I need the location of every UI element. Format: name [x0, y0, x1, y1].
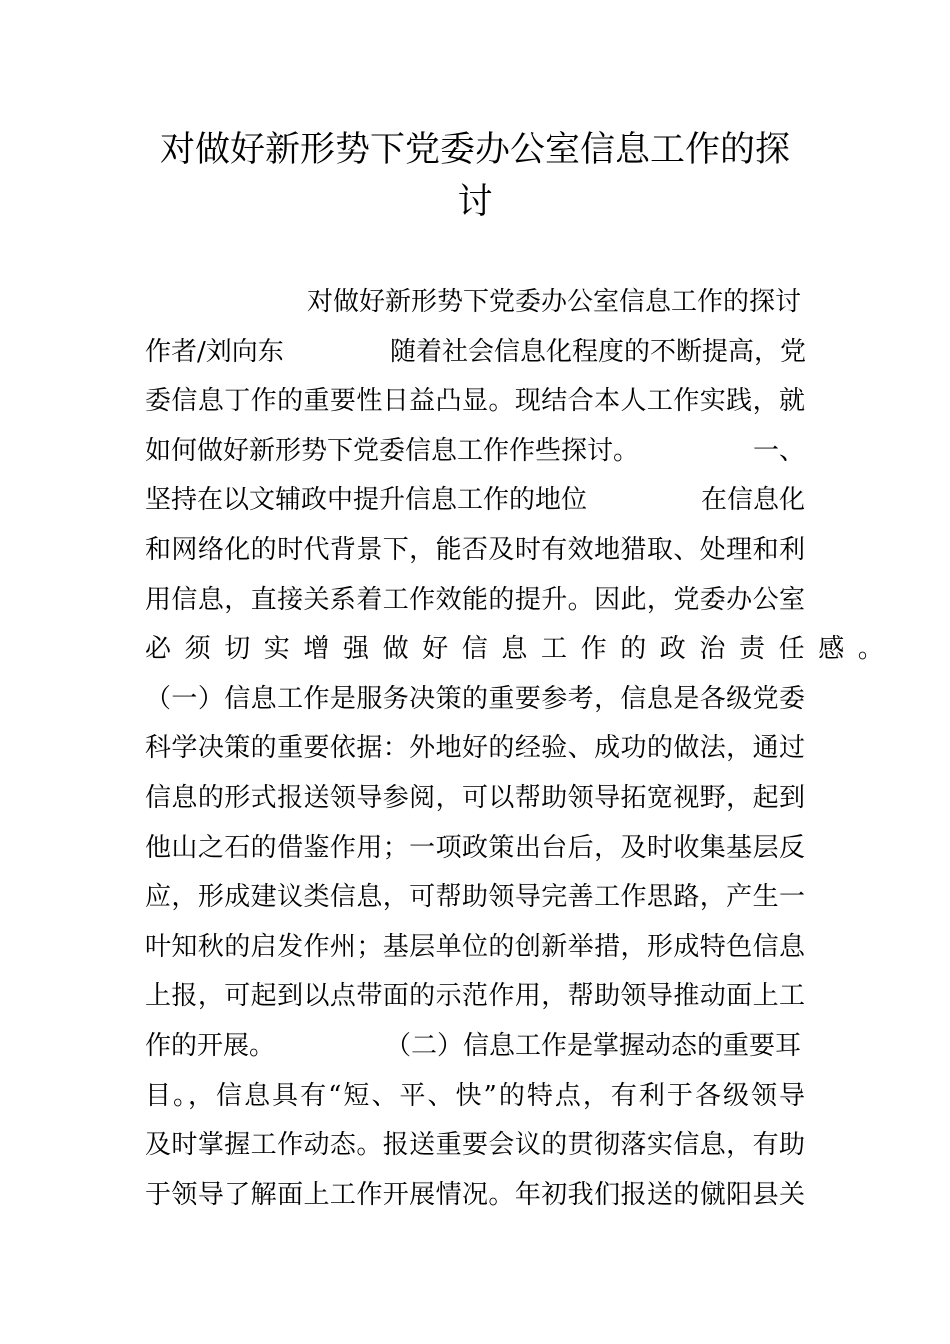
body-line — [145, 1171, 805, 1221]
body-text-segment: 和网络化的时代背景下，能否及时有效地猎取、处理和利 — [145, 534, 805, 565]
body-line — [145, 873, 805, 923]
body-line — [145, 377, 805, 427]
body-text-segment: 于领导了解面上工作开展情况。年初我们报送的僦阳县关 — [145, 1179, 805, 1210]
body-line — [145, 278, 805, 328]
author-byline: 作者/刘向东 — [145, 336, 284, 367]
body-text-segment: 上报，可起到以点带面的示范作用，帮助领导推动面上工 — [145, 981, 805, 1012]
document-body — [145, 278, 898, 1220]
body-text-segment: 必须切实增强做好信息工作的政治责任感。 — [145, 634, 898, 665]
body-line — [145, 526, 805, 576]
body-line — [145, 1022, 805, 1072]
section-number: 一、 — [753, 435, 806, 466]
body-text-segment: 在信息化 — [701, 485, 806, 516]
section-heading: 坚持在以文辅政中提升信息工作的地位 — [145, 485, 588, 516]
body-line — [145, 625, 898, 675]
body-text-segment: 他山之石的借鉴作用；一项政策出台后，及时收集基层反 — [145, 832, 805, 863]
body-line — [145, 1121, 805, 1171]
body-line — [145, 427, 805, 477]
body-line — [145, 328, 805, 378]
body-line — [145, 675, 805, 725]
body-text-segment: 随着社会信息化程度的不断提高，党 — [390, 336, 807, 367]
body-text-segment: 信息的形式报送领导参阅，可以帮助领导拓宽视野，起到 — [145, 782, 805, 813]
body-text-segment: 如何做好新形势下党委信息工作作些探讨。 — [145, 435, 640, 466]
body-line — [145, 824, 805, 874]
body-text-segment: 目。，信息具有“短、平、快”的特点，有利于各级领导 — [145, 1080, 805, 1111]
body-text-segment: 对做好新形势下党委办公室信息工作的探讨 — [307, 287, 802, 317]
body-line — [145, 724, 805, 774]
body-line — [145, 972, 805, 1022]
body-line — [145, 576, 805, 626]
body-text-segment: 及时掌握工作动态。报送重要会议的贯彻落实信息，有助 — [145, 1130, 805, 1161]
body-line — [145, 1072, 805, 1122]
body-text-segment: 叶知秋的启发作州；基层单位的创新举措，形成特色信息 — [145, 931, 805, 962]
title-line-2: 讨 — [457, 182, 493, 222]
body-text-segment: 作的开展。 — [145, 1030, 276, 1061]
body-text-segment: 委信息丁作的重要性日益凸显。现结合本人工作实践，就 — [145, 386, 805, 417]
body-text-segment: 科学决策的重要依据：外地好的经验、成功的做法，通过 — [145, 733, 805, 764]
body-line — [145, 923, 805, 973]
document-title — [145, 124, 805, 228]
body-text-segment: （一）信息工作是服务决策的重要参考，信息是各级党委 — [145, 683, 805, 714]
body-text-segment: 用信息，直接关系着工作效能的提升。因此，党委办公室 — [145, 584, 805, 615]
body-text-segment: 应，形成建议类信息，可帮助领导完善工作思路，产生一 — [145, 882, 805, 913]
title-line-1: 对做好新形势下党委办公室信息工作的探 — [159, 130, 790, 170]
body-line — [145, 476, 805, 526]
body-line — [145, 774, 805, 824]
subsection-heading: （二）信息工作是掌握动态的重要耳 — [385, 1030, 802, 1061]
